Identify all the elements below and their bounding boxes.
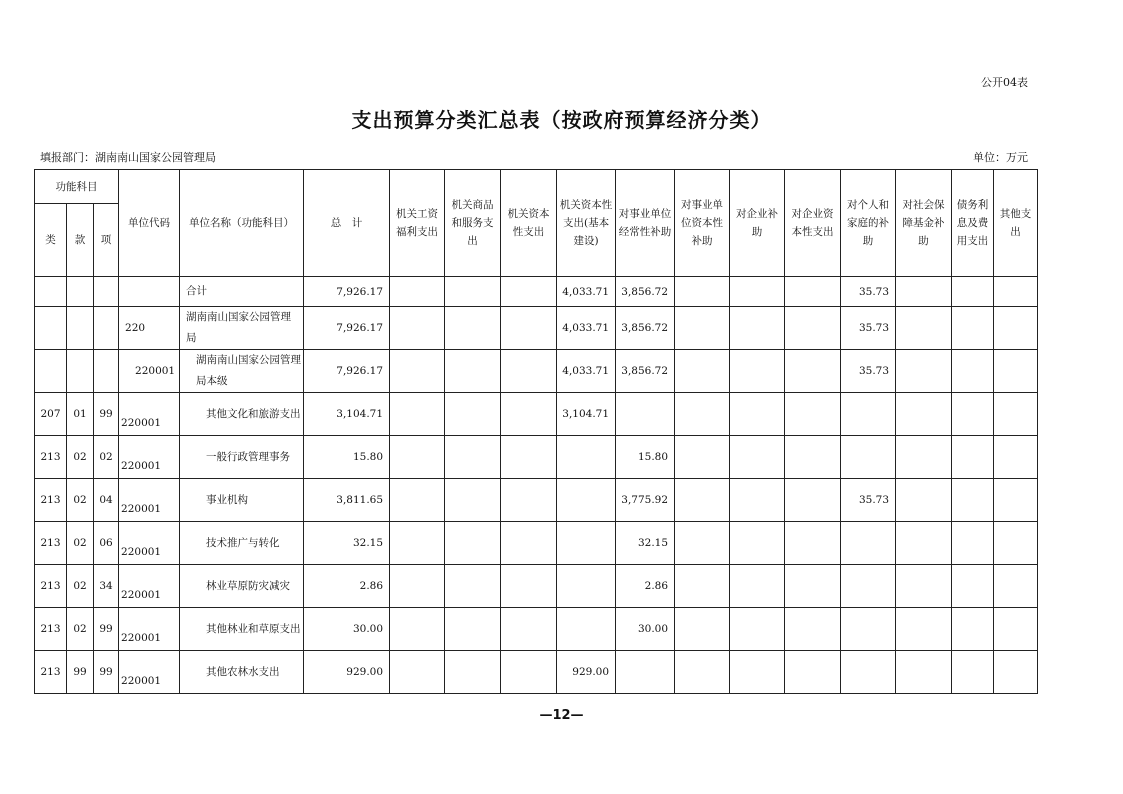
cell-c8: [785, 277, 841, 307]
cell-c3: [501, 565, 557, 608]
cell-c3: [501, 393, 557, 436]
cell-c3: [501, 651, 557, 694]
cell-c1: [390, 436, 445, 479]
cell-c6: [675, 522, 730, 565]
cell-kuan: 01: [67, 393, 94, 436]
cell-c11: [952, 479, 994, 522]
cell-c7: [730, 651, 785, 694]
table-row: [35, 393, 1038, 436]
cell-c5: [616, 393, 675, 436]
page-number: —12—: [539, 708, 584, 723]
header-lei: 类: [35, 204, 67, 277]
cell-xiang: 34: [94, 565, 119, 608]
table-row: [35, 350, 1038, 393]
cell-c4: [557, 479, 616, 522]
table-row: [35, 277, 1038, 307]
cell-c8: [785, 436, 841, 479]
cell-c3: [501, 436, 557, 479]
cell-kuan: [67, 307, 94, 350]
cell-c3: [501, 307, 557, 350]
cell-c11: [952, 522, 994, 565]
cell-lei: 213: [35, 522, 67, 565]
header-c6: 对事业单位资本性补助: [675, 170, 730, 277]
cell-c1: [390, 393, 445, 436]
header-func-group: 功能科目: [35, 170, 119, 204]
cell-c2: [445, 436, 501, 479]
table-row: [35, 651, 1038, 694]
cell-c12: [994, 277, 1038, 307]
cell-c6: [675, 277, 730, 307]
header-total: 总 计: [304, 170, 390, 277]
header-c5: 对事业单位经常性补助: [616, 170, 675, 277]
cell-c7: [730, 307, 785, 350]
cell-total: 30.00: [304, 608, 390, 651]
cell-c11: [952, 393, 994, 436]
cell-c2: [445, 393, 501, 436]
cell-c1: [390, 350, 445, 393]
cell-c1: [390, 522, 445, 565]
cell-c9: [841, 608, 896, 651]
cell-c2: [445, 522, 501, 565]
cell-c11: [952, 651, 994, 694]
cell-c4: [557, 608, 616, 651]
cell-name: 一般行政管理事务: [180, 436, 304, 479]
cell-lei: 213: [35, 565, 67, 608]
cell-xiang: 99: [94, 608, 119, 651]
cell-code: 220001: [119, 651, 180, 694]
cell-total: 7,926.17: [304, 307, 390, 350]
cell-xiang: [94, 307, 119, 350]
cell-c6: [675, 565, 730, 608]
cell-kuan: 02: [67, 522, 94, 565]
cell-c6: [675, 436, 730, 479]
cell-c2: [445, 479, 501, 522]
cell-c9: [841, 436, 896, 479]
cell-c7: [730, 565, 785, 608]
cell-kuan: 02: [67, 436, 94, 479]
cell-code: 220001: [119, 393, 180, 436]
cell-xiang: [94, 277, 119, 307]
cell-c3: [501, 608, 557, 651]
cell-lei: 213: [35, 608, 67, 651]
cell-code: [119, 277, 180, 307]
table-row: [35, 479, 1038, 522]
reporting-department: 填报部门：湖南南山国家公园管理局: [40, 151, 216, 164]
cell-c4: 929.00: [557, 651, 616, 694]
cell-c12: [994, 522, 1038, 565]
header-c3: 机关资本性支出: [501, 170, 557, 277]
cell-code: 220: [119, 307, 180, 350]
cell-name: 林业草原防灾减灾: [180, 565, 304, 608]
cell-c12: [994, 651, 1038, 694]
cell-c11: [952, 565, 994, 608]
cell-c2: [445, 565, 501, 608]
cell-c5: 30.00: [616, 608, 675, 651]
cell-c9: 35.73: [841, 479, 896, 522]
cell-c6: [675, 651, 730, 694]
cell-name: 事业机构: [180, 479, 304, 522]
cell-c9: 35.73: [841, 350, 896, 393]
header-c10: 对社会保障基金补助: [896, 170, 952, 277]
cell-c9: [841, 522, 896, 565]
cell-kuan: 02: [67, 565, 94, 608]
cell-c9: [841, 565, 896, 608]
cell-c3: [501, 522, 557, 565]
cell-lei: [35, 307, 67, 350]
cell-c4: [557, 522, 616, 565]
cell-c5: 15.80: [616, 436, 675, 479]
cell-code: 220001: [119, 608, 180, 651]
cell-total: 7,926.17: [304, 350, 390, 393]
header-kuan: 款: [67, 204, 94, 277]
cell-c10: [896, 479, 952, 522]
cell-lei: 207: [35, 393, 67, 436]
header-c2: 机关商品和服务支出: [445, 170, 501, 277]
cell-total: 15.80: [304, 436, 390, 479]
page-title: 支出预算分类汇总表（按政府预算经济分类）: [351, 108, 772, 132]
cell-c12: [994, 479, 1038, 522]
cell-name: 湖南南山国家公园管理局本级: [180, 350, 304, 393]
cell-name: 技术推广与转化: [180, 522, 304, 565]
table-row: [35, 608, 1038, 651]
cell-xiang: 99: [94, 393, 119, 436]
cell-lei: 213: [35, 479, 67, 522]
header-c9: 对个人和家庭的补助: [841, 170, 896, 277]
cell-c11: [952, 350, 994, 393]
header-c7: 对企业补助: [730, 170, 785, 277]
cell-code: 220001: [119, 522, 180, 565]
cell-c8: [785, 522, 841, 565]
cell-c3: [501, 350, 557, 393]
cell-c6: [675, 350, 730, 393]
cell-lei: 213: [35, 651, 67, 694]
cell-c4: 3,104.71: [557, 393, 616, 436]
cell-c2: [445, 651, 501, 694]
cell-c5: 3,856.72: [616, 277, 675, 307]
cell-c9: [841, 651, 896, 694]
table-row: [35, 436, 1038, 479]
cell-c7: [730, 436, 785, 479]
cell-code: 220001: [119, 350, 180, 393]
cell-name: 其他文化和旅游支出: [180, 393, 304, 436]
cell-total: 3,104.71: [304, 393, 390, 436]
cell-c6: [675, 479, 730, 522]
table-body: [35, 277, 1038, 694]
header-c12: 其他支出: [994, 170, 1038, 277]
cell-c10: [896, 565, 952, 608]
cell-xiang: [94, 350, 119, 393]
cell-xiang: 04: [94, 479, 119, 522]
cell-c1: [390, 277, 445, 307]
cell-c12: [994, 350, 1038, 393]
cell-c8: [785, 608, 841, 651]
table-header: [35, 170, 1038, 277]
cell-code: 220001: [119, 436, 180, 479]
header-c11: 债务利息及费用支出: [952, 170, 994, 277]
cell-c12: [994, 565, 1038, 608]
cell-c2: [445, 350, 501, 393]
cell-c7: [730, 350, 785, 393]
cell-c7: [730, 479, 785, 522]
cell-c10: [896, 393, 952, 436]
cell-kuan: [67, 277, 94, 307]
cell-c6: [675, 393, 730, 436]
cell-c8: [785, 565, 841, 608]
header-c4: 机关资本性支出(基本建设): [557, 170, 616, 277]
cell-total: 2.86: [304, 565, 390, 608]
header-c8: 对企业资本性支出: [785, 170, 841, 277]
cell-c4: 4,033.71: [557, 307, 616, 350]
cell-c5: 3,775.92: [616, 479, 675, 522]
table-row: [35, 307, 1038, 350]
cell-c12: [994, 436, 1038, 479]
cell-c10: [896, 277, 952, 307]
cell-c7: [730, 608, 785, 651]
cell-c2: [445, 307, 501, 350]
cell-c12: [994, 307, 1038, 350]
cell-c12: [994, 608, 1038, 651]
cell-c4: [557, 565, 616, 608]
cell-c8: [785, 307, 841, 350]
cell-kuan: 99: [67, 651, 94, 694]
cell-c6: [675, 307, 730, 350]
cell-c10: [896, 436, 952, 479]
cell-c1: [390, 651, 445, 694]
cell-c11: [952, 277, 994, 307]
cell-lei: 213: [35, 436, 67, 479]
cell-kuan: 02: [67, 608, 94, 651]
cell-kuan: [67, 350, 94, 393]
cell-code: 220001: [119, 479, 180, 522]
cell-c8: [785, 479, 841, 522]
cell-c4: 4,033.71: [557, 350, 616, 393]
header-c1: 机关工资福利支出: [390, 170, 445, 277]
cell-c8: [785, 651, 841, 694]
cell-code: 220001: [119, 565, 180, 608]
cell-c4: [557, 436, 616, 479]
currency-unit: 单位：万元: [973, 151, 1028, 164]
budget-table: [34, 169, 1038, 694]
cell-c9: [841, 393, 896, 436]
cell-c10: [896, 522, 952, 565]
cell-c5: 3,856.72: [616, 307, 675, 350]
cell-name: 其他农林水支出: [180, 651, 304, 694]
cell-xiang: 99: [94, 651, 119, 694]
cell-name: 合计: [180, 277, 304, 307]
cell-c5: [616, 651, 675, 694]
cell-c11: [952, 608, 994, 651]
cell-c7: [730, 277, 785, 307]
cell-c2: [445, 608, 501, 651]
cell-xiang: 06: [94, 522, 119, 565]
cell-total: 7,926.17: [304, 277, 390, 307]
cell-total: 929.00: [304, 651, 390, 694]
header-unit-name: 单位名称（功能科目）: [180, 170, 304, 277]
cell-c3: [501, 277, 557, 307]
cell-c3: [501, 479, 557, 522]
table-row: [35, 565, 1038, 608]
cell-total: 3,811.65: [304, 479, 390, 522]
cell-c1: [390, 608, 445, 651]
table-row: [35, 522, 1038, 565]
cell-lei: [35, 350, 67, 393]
cell-name: 湖南南山国家公园管理局: [180, 307, 304, 350]
cell-c2: [445, 277, 501, 307]
cell-c5: 3,856.72: [616, 350, 675, 393]
cell-c1: [390, 307, 445, 350]
cell-c12: [994, 393, 1038, 436]
cell-c11: [952, 307, 994, 350]
cell-c4: 4,033.71: [557, 277, 616, 307]
header-unit-code: 单位代码: [119, 170, 180, 277]
cell-c10: [896, 350, 952, 393]
cell-c7: [730, 393, 785, 436]
cell-kuan: 02: [67, 479, 94, 522]
cell-c10: [896, 608, 952, 651]
cell-c7: [730, 522, 785, 565]
cell-c5: 2.86: [616, 565, 675, 608]
cell-c9: 35.73: [841, 307, 896, 350]
cell-total: 32.15: [304, 522, 390, 565]
cell-c5: 32.15: [616, 522, 675, 565]
cell-c6: [675, 608, 730, 651]
header-xiang: 项: [94, 204, 119, 277]
cell-c1: [390, 479, 445, 522]
cell-c9: 35.73: [841, 277, 896, 307]
cell-c10: [896, 651, 952, 694]
cell-c10: [896, 307, 952, 350]
cell-c11: [952, 436, 994, 479]
cell-c8: [785, 393, 841, 436]
cell-name: 其他林业和草原支出: [180, 608, 304, 651]
cell-c1: [390, 565, 445, 608]
cell-xiang: 02: [94, 436, 119, 479]
form-number: 公开04表: [981, 76, 1028, 89]
cell-c8: [785, 350, 841, 393]
cell-lei: [35, 277, 67, 307]
